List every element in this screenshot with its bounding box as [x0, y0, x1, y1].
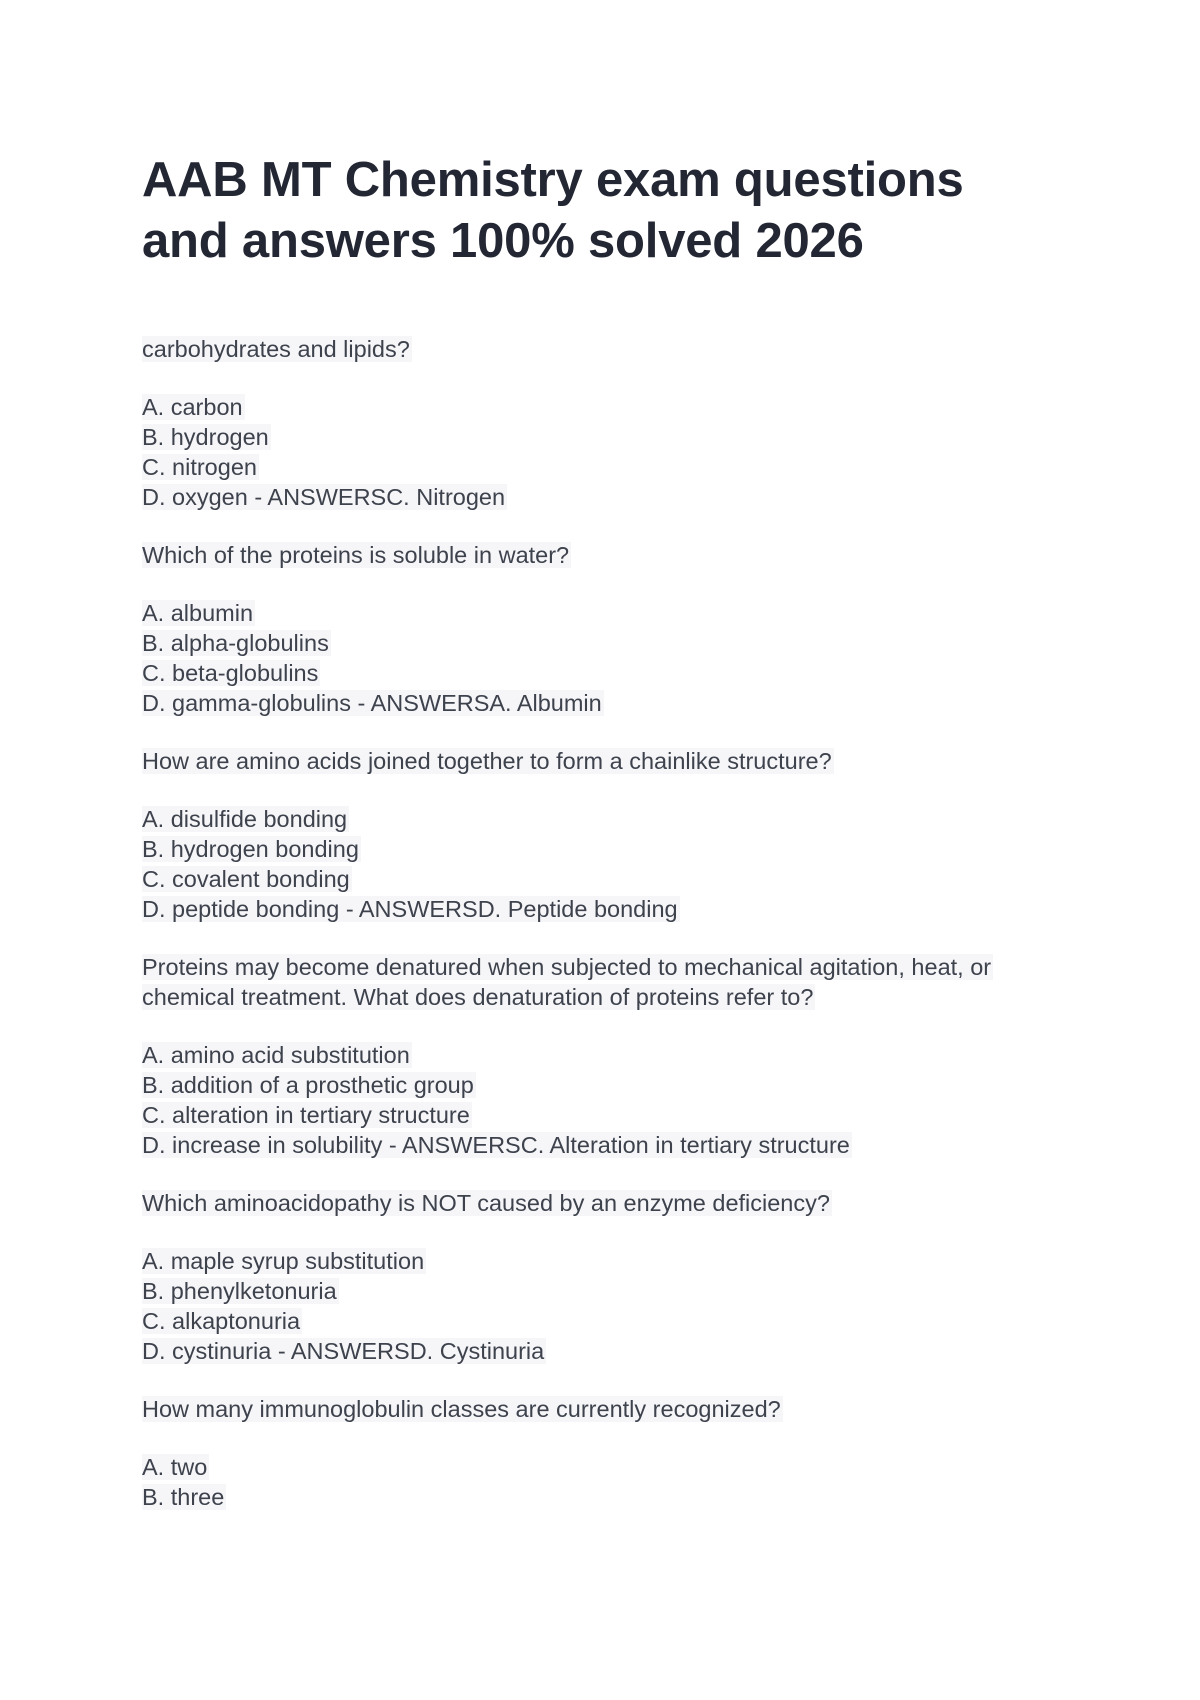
question-text	[142, 334, 1042, 364]
option-line: D. cystinuria - ANSWERSD. Cystinuria	[142, 1338, 545, 1364]
answer-options	[142, 1040, 1042, 1160]
option-line: B. three	[142, 1484, 225, 1510]
option-line: C. covalent bonding	[142, 866, 350, 892]
answer-options	[142, 392, 1042, 512]
option-line: B. hydrogen	[142, 424, 269, 450]
option-line: C. nitrogen	[142, 454, 257, 480]
question-text	[142, 540, 1042, 570]
option-line: D. gamma-globulins - ANSWERSA. Albumin	[142, 690, 602, 716]
question-text	[142, 952, 1042, 1012]
option-line: A. maple syrup substitution	[142, 1248, 425, 1274]
answer-options	[142, 598, 1042, 718]
answer-options	[142, 1246, 1042, 1366]
option-line: C. alteration in tertiary structure	[142, 1102, 470, 1128]
option-line: D. oxygen - ANSWERSC. Nitrogen	[142, 484, 506, 510]
option-line: B. addition of a prosthetic group	[142, 1072, 474, 1098]
text-line: Which of the proteins is soluble in water?	[142, 542, 570, 568]
option-line: B. hydrogen bonding	[142, 836, 359, 862]
answer-options	[142, 1452, 1042, 1512]
title-line: AAB MT Chemistry exam questions	[142, 153, 964, 207]
option-line: D. peptide bonding - ANSWERSD. Peptide bonding	[142, 896, 678, 922]
title-line: and answers 100% solved 2026	[142, 214, 864, 268]
text-line: carbohydrates and lipids?	[142, 336, 410, 362]
document-page	[142, 150, 1042, 1512]
answer-options	[142, 804, 1042, 924]
option-line: A. albumin	[142, 600, 254, 626]
document-title	[142, 150, 1042, 272]
option-line: B. phenylketonuria	[142, 1278, 337, 1304]
text-line: How many immunoglobulin classes are currently recognized?	[142, 1396, 781, 1422]
option-line: A. carbon	[142, 394, 243, 420]
option-line: B. alpha-globulins	[142, 630, 329, 656]
text-line: Which aminoacidopathy is NOT caused by an enzyme deficiency?	[142, 1190, 830, 1216]
text-line: How are amino acids joined together to form a chainlike structure?	[142, 748, 832, 774]
question-text	[142, 1188, 1042, 1218]
option-line: A. two	[142, 1454, 208, 1480]
option-line: D. increase in solubility - ANSWERSC. Alteration in tertiary structure	[142, 1132, 850, 1158]
option-line: A. amino acid substitution	[142, 1042, 410, 1068]
option-line: C. alkaptonuria	[142, 1308, 301, 1334]
question-text	[142, 746, 1042, 776]
option-line: C. beta-globulins	[142, 660, 319, 686]
text-line: Proteins may become denatured when subjected to mechanical agitation, heat, or	[142, 954, 992, 980]
text-line: chemical treatment. What does denaturation of proteins refer to?	[142, 984, 814, 1010]
option-line: A. disulfide bonding	[142, 806, 348, 832]
question-text	[142, 1394, 1042, 1424]
